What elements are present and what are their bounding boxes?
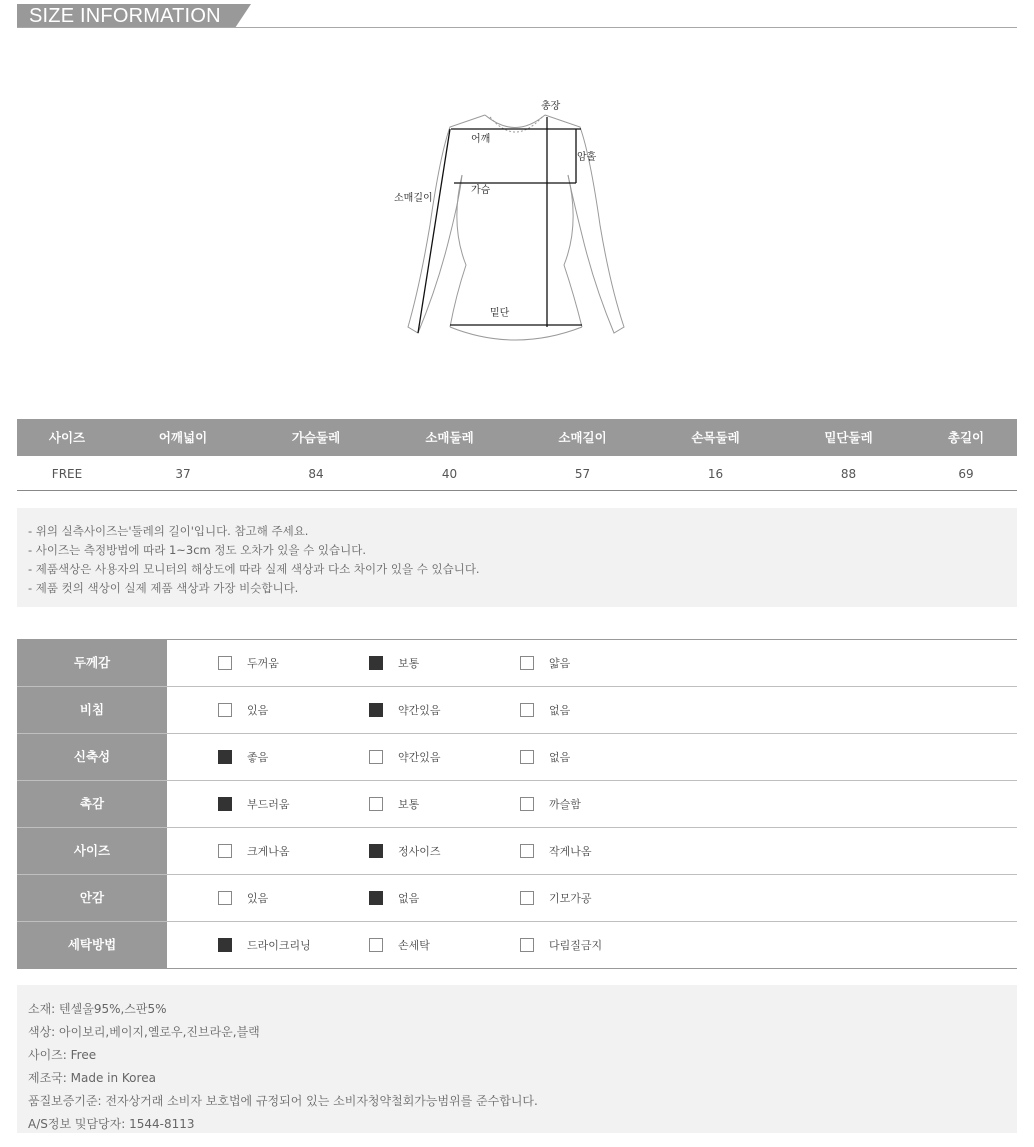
garment-measure-diagram: [390, 95, 640, 355]
measurement-notes: [17, 508, 1017, 607]
info-origin: 제조국: Made in Korea: [28, 1071, 156, 1085]
size-cell: 16: [707, 467, 724, 481]
checked-box-icon: [218, 750, 232, 764]
attribute-option: [369, 922, 430, 968]
attribute-option: [520, 781, 581, 827]
empty-box-icon: [520, 797, 534, 811]
size-header-cell: 손목둘레: [691, 430, 740, 445]
label-sleeve-length: 소매길이: [394, 193, 433, 204]
attribute-option-label: 없음: [549, 751, 571, 764]
note-line: - 사이즈는 측정방법에 따라 1~3cm 정도 오차가 있을 수 있습니다.: [28, 543, 367, 557]
size-header-cell: 소매길이: [558, 430, 607, 445]
section-title: SIZE INFORMATION: [29, 5, 221, 27]
attribute-option-label: 없음: [549, 704, 571, 717]
attribute-option: [369, 828, 441, 874]
size-header-cell: 사이즈: [48, 430, 86, 445]
size-cell: 40: [441, 467, 458, 481]
table-row: [17, 456, 1017, 491]
empty-box-icon: [218, 891, 232, 905]
label-total-length: 총장: [541, 101, 561, 112]
size-header-cell: 소매둘레: [425, 430, 474, 445]
attribute-row: [17, 734, 1017, 781]
attribute-row: [17, 781, 1017, 828]
attribute-option-label: 부드러움: [247, 798, 290, 811]
attribute-option-label: 기모가공: [549, 892, 592, 905]
attribute-option: [369, 640, 419, 686]
size-cell: 37: [175, 467, 191, 481]
label-shoulder: 어깨: [471, 134, 491, 145]
checked-box-icon: [369, 656, 383, 670]
empty-box-icon: [520, 656, 534, 670]
size-table: [17, 419, 1017, 491]
attribute-option: [520, 734, 570, 780]
header-tab-slant: [235, 4, 251, 28]
attribute-row: [17, 828, 1017, 875]
size-header-cell: 밑단둘레: [824, 430, 873, 445]
size-cell: 57: [574, 467, 591, 481]
attribute-option-label: 있음: [247, 704, 269, 717]
header-underline: [17, 27, 1017, 28]
empty-box-icon: [520, 750, 534, 764]
attribute-option-label: 정사이즈: [398, 845, 441, 858]
label-chest: 가슴: [471, 185, 491, 196]
attribute-option-label: 크게나옴: [247, 845, 290, 858]
attribute-option: [218, 687, 268, 733]
attribute-option: [218, 781, 290, 827]
attribute-option-label: 두꺼움: [247, 657, 279, 670]
info-material: 소재: 텐셀울95%,스판5%: [28, 1002, 167, 1016]
empty-box-icon: [218, 844, 232, 858]
attribute-label: 사이즈: [17, 828, 167, 874]
attribute-label: 세탁방법: [17, 922, 167, 968]
attribute-option-label: 까슬함: [549, 798, 581, 811]
empty-box-icon: [520, 938, 534, 952]
empty-box-icon: [218, 656, 232, 670]
attribute-row: [17, 922, 1017, 969]
info-quality-standard: 품질보증기준: 전자상거래 소비자 보호법에 규정되어 있는 소비자청약철회가능범위를 준수합니다.: [28, 1094, 538, 1108]
checked-box-icon: [369, 703, 383, 717]
note-line: - 위의 실측사이즈는'둘레의 길이'입니다. 참고해 주세요.: [28, 524, 309, 538]
attribute-label: 두께감: [17, 640, 167, 686]
fabric-attribute-table: [17, 639, 1017, 969]
attribute-label: 안감: [17, 875, 167, 921]
empty-box-icon: [218, 703, 232, 717]
info-size: 사이즈: Free: [28, 1048, 97, 1062]
info-colors: 색상: 아이보리,베이지,옐로우,진브라운,블랙: [28, 1025, 260, 1039]
note-line: - 제품 컷의 색상이 실제 제품 색상과 가장 비슷합니다.: [28, 581, 299, 595]
checked-box-icon: [218, 797, 232, 811]
size-cell: 88: [840, 467, 857, 481]
empty-box-icon: [369, 938, 383, 952]
size-cell: 84: [308, 467, 324, 481]
note-line: - 제품색상은 사용자의 모니터의 해상도에 따라 실제 색상과 다소 차이가 있을 수 있습니다.: [28, 562, 480, 576]
attribute-option: [369, 734, 441, 780]
attribute-option-label: 드라이크리닝: [247, 939, 311, 952]
empty-box-icon: [369, 797, 383, 811]
attribute-label: 촉감: [17, 781, 167, 827]
attribute-label: 신축성: [17, 734, 167, 780]
checked-box-icon: [218, 938, 232, 952]
attribute-option-label: 있음: [247, 892, 269, 905]
checked-box-icon: [369, 891, 383, 905]
size-cell: FREE: [51, 467, 83, 481]
attribute-option-label: 얇음: [549, 657, 571, 670]
attribute-option: [218, 922, 311, 968]
attribute-option: [520, 640, 570, 686]
attribute-option-label: 보통: [398, 798, 420, 811]
empty-box-icon: [369, 750, 383, 764]
attribute-option: [369, 875, 419, 921]
attribute-option-label: 없음: [398, 892, 420, 905]
attribute-option-label: 약간있음: [398, 751, 441, 764]
empty-box-icon: [520, 703, 534, 717]
attribute-row: [17, 875, 1017, 922]
attribute-option: [369, 781, 419, 827]
empty-box-icon: [520, 891, 534, 905]
attribute-option-label: 좋음: [247, 751, 269, 764]
attribute-option: [218, 828, 290, 874]
attribute-option: [218, 875, 268, 921]
attribute-option: [218, 734, 268, 780]
attribute-option-label: 손세탁: [398, 939, 430, 952]
attribute-option: [520, 922, 602, 968]
empty-box-icon: [520, 844, 534, 858]
attribute-option: [520, 687, 570, 733]
label-armhole: 암홀: [577, 152, 597, 163]
attribute-label: 비침: [17, 687, 167, 733]
attribute-option: [520, 875, 592, 921]
info-as-contact: A/S정보 및담당자: 1544-8113: [28, 1117, 195, 1131]
shirt-illustration: [390, 95, 640, 355]
size-cell: 69: [958, 467, 974, 481]
product-info: [17, 985, 1017, 1133]
attribute-option: [218, 640, 279, 686]
attribute-option-label: 작게나옴: [549, 845, 592, 858]
attribute-row: [17, 640, 1017, 687]
attribute-option: [369, 687, 441, 733]
size-header-cell: 총길이: [947, 430, 985, 445]
size-table-header: [17, 419, 1017, 456]
attribute-option-label: 다림질금지: [549, 939, 603, 952]
size-header-cell: 가슴둘레: [291, 430, 341, 445]
attribute-row: [17, 687, 1017, 734]
attribute-option-label: 보통: [398, 657, 420, 670]
size-header-cell: 어깨넓이: [158, 430, 208, 445]
attribute-option: [520, 828, 592, 874]
attribute-option-label: 약간있음: [398, 704, 441, 717]
checked-box-icon: [369, 844, 383, 858]
section-header: [17, 4, 1017, 28]
label-hem: 밑단: [490, 308, 510, 319]
